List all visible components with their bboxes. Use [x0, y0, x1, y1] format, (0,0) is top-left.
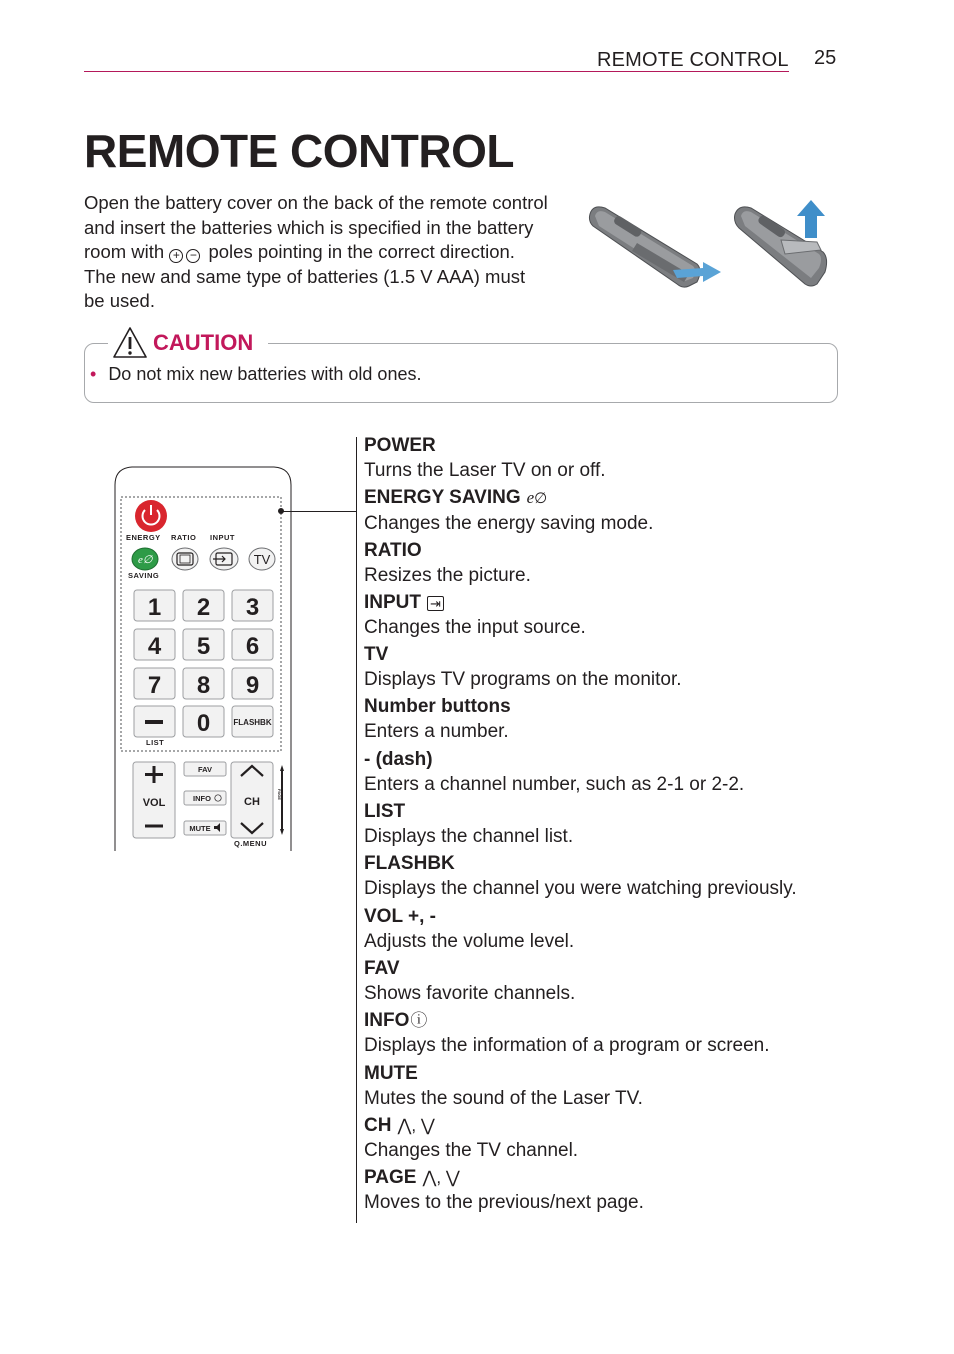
desc-text: Resizes the picture.: [364, 564, 531, 586]
desc-fav: [364, 957, 924, 1009]
info-icon: ⓘ: [410, 1011, 428, 1031]
intro-line-end: poles pointing in the correct direction.: [208, 241, 515, 263]
page-label: PAGE: [277, 789, 282, 801]
desc-title: MUTE: [364, 1062, 418, 1084]
digit-button: [134, 668, 175, 699]
desc-ratio: [364, 539, 924, 591]
volume-rocker: [133, 762, 175, 838]
desc-text: Enters a number.: [364, 721, 509, 743]
chevron-up-down-icon: ⋀, ⋁: [422, 1168, 460, 1188]
desc-list: [364, 800, 924, 852]
page-title: REMOTE CONTROL: [84, 125, 514, 177]
desc-dash: [364, 748, 924, 800]
desc-text: Mutes the sound of the Laser TV.: [364, 1087, 643, 1109]
desc-title: VOL +, -: [364, 905, 436, 927]
callout-dot: [278, 508, 284, 514]
desc-text: Enters a channel number, such as 2-1 or 2-2.: [364, 773, 745, 795]
desc-tv: [364, 643, 924, 695]
zero-button: [183, 706, 224, 737]
desc-title: INPUT: [364, 591, 421, 613]
desc-text: Changes the input source.: [364, 616, 586, 638]
digit-label: 1: [147, 594, 162, 621]
intro-line: Open the battery cover on the back of the remote control: [84, 192, 548, 213]
desc-text: Changes the energy saving mode.: [364, 513, 654, 535]
channel-rocker: [231, 762, 273, 838]
dash-button: [134, 706, 175, 737]
intro-line: The new and same type of batteries (1.5 V AAA) must: [84, 265, 526, 287]
desc-title: RATIO: [364, 539, 422, 561]
tv-button-label: TV: [253, 552, 271, 567]
remote-control-illustration: [112, 465, 294, 851]
info-label: INFO: [193, 794, 211, 803]
desc-ch: [364, 1114, 924, 1166]
ratio-button: [172, 548, 198, 570]
list-label: LIST: [146, 738, 165, 747]
desc-title: PAGE: [364, 1167, 417, 1189]
desc-text: Displays the information of a program or screen.: [364, 1035, 770, 1057]
desc-info: [364, 1009, 924, 1061]
caution-item: [90, 364, 421, 385]
desc-power: [364, 434, 924, 486]
ratio-label: RATIO: [171, 533, 197, 542]
intro-line: [84, 240, 584, 265]
desc-text: Displays the channel you were watching previously.: [364, 878, 797, 900]
desc-mute: [364, 1062, 924, 1114]
header-divider: [84, 71, 789, 72]
desc-input: [364, 591, 924, 643]
desc-text: Turns the Laser TV on or off.: [364, 460, 606, 481]
battery-insertion-illustration: [585, 196, 840, 296]
desc-title: LIST: [364, 801, 406, 823]
desc-title: - (dash): [364, 748, 433, 770]
energy-label: ENERGY: [126, 533, 161, 542]
digit-label: 8: [196, 672, 211, 699]
desc-energy-saving: [364, 486, 924, 538]
desc-text: Displays TV programs on the monitor.: [364, 669, 682, 691]
qmenu-label: Q.MENU: [234, 839, 267, 848]
ch-label: CH: [244, 796, 260, 808]
intro-line: and insert the batteries which is specified in the battery: [84, 216, 534, 238]
desc-title: FLASHBK: [364, 853, 455, 875]
caution-text: Do not mix new batteries with old ones.: [108, 364, 422, 384]
caution-heading: CAUTION: [153, 330, 254, 355]
fav-label: FAV: [197, 765, 213, 774]
desc-title: CH: [364, 1114, 392, 1136]
input-icon: ⇥: [427, 596, 444, 611]
zero-label: 0: [196, 710, 211, 737]
power-button: [135, 500, 167, 532]
intro-line: be used.: [84, 290, 155, 312]
desc-title: INFO: [364, 1010, 410, 1032]
desc-vol: [364, 905, 924, 957]
desc-title: TV: [364, 644, 389, 666]
digit-label: 7: [147, 672, 162, 699]
page-number: 25: [814, 47, 837, 69]
warning-triangle-icon: [112, 326, 148, 359]
flashbk-button: [232, 706, 273, 737]
digit-label: 5: [196, 633, 211, 660]
tv-button: [249, 548, 275, 570]
callout-leader-line: [281, 511, 357, 512]
digit-button: [183, 629, 224, 660]
digit-label: 6: [245, 633, 260, 660]
number-keypad: [134, 590, 273, 699]
desc-title: FAV: [364, 957, 400, 979]
running-header-title: REMOTE CONTROL: [597, 49, 789, 71]
vol-label: VOL: [142, 797, 166, 809]
mute-label: MUTE: [189, 824, 211, 833]
mute-button: [184, 821, 226, 835]
intro-line-start: room with: [84, 241, 165, 263]
saving-label: SAVING: [128, 571, 160, 580]
fav-button: [184, 762, 226, 776]
chevron-up-down-icon: ⋀, ⋁: [397, 1115, 435, 1135]
digit-button: [134, 590, 175, 621]
arrow-up-icon: [797, 200, 825, 238]
energy-saving-button: [132, 548, 158, 570]
flashbk-label: FLASHBK: [233, 718, 272, 727]
callout-vertical-line: [356, 437, 357, 1223]
energy-saving-icon: e: [526, 488, 535, 508]
digit-button: [183, 668, 224, 699]
digit-button: [232, 590, 273, 621]
energy-saving-icon: e∅: [138, 554, 153, 566]
plus-pole-icon: +: [169, 249, 183, 263]
desc-number-buttons: [364, 695, 924, 747]
desc-page: [364, 1166, 924, 1218]
desc-title: Number buttons: [364, 696, 511, 718]
intro-paragraph: [84, 191, 584, 314]
desc-text: Adjusts the volume level.: [364, 930, 575, 952]
button-descriptions: [364, 434, 924, 1218]
minus-pole-icon: −: [186, 249, 200, 263]
desc-text: Shows favorite channels.: [364, 982, 576, 1004]
digit-button: [183, 590, 224, 621]
desc-text: Moves to the previous/next page.: [364, 1192, 644, 1214]
digit-button: [232, 629, 273, 660]
digit-button: [232, 668, 273, 699]
digit-label: 9: [245, 672, 260, 699]
digit-button: [134, 629, 175, 660]
desc-text: Displays the channel list.: [364, 826, 574, 848]
bullet: •: [90, 364, 97, 384]
digit-label: 4: [147, 633, 162, 660]
desc-title: POWER: [364, 435, 436, 456]
digit-label: 3: [245, 594, 260, 621]
desc-title: ENERGY SAVING: [364, 487, 521, 509]
input-label: INPUT: [210, 533, 235, 542]
digit-label: 2: [196, 594, 211, 621]
desc-flashbk: [364, 852, 924, 904]
info-button: [184, 791, 226, 805]
energy-saving-leaf-icon: ∅: [534, 490, 548, 508]
input-button: [210, 548, 238, 570]
desc-text: Changes the TV channel.: [364, 1139, 579, 1161]
